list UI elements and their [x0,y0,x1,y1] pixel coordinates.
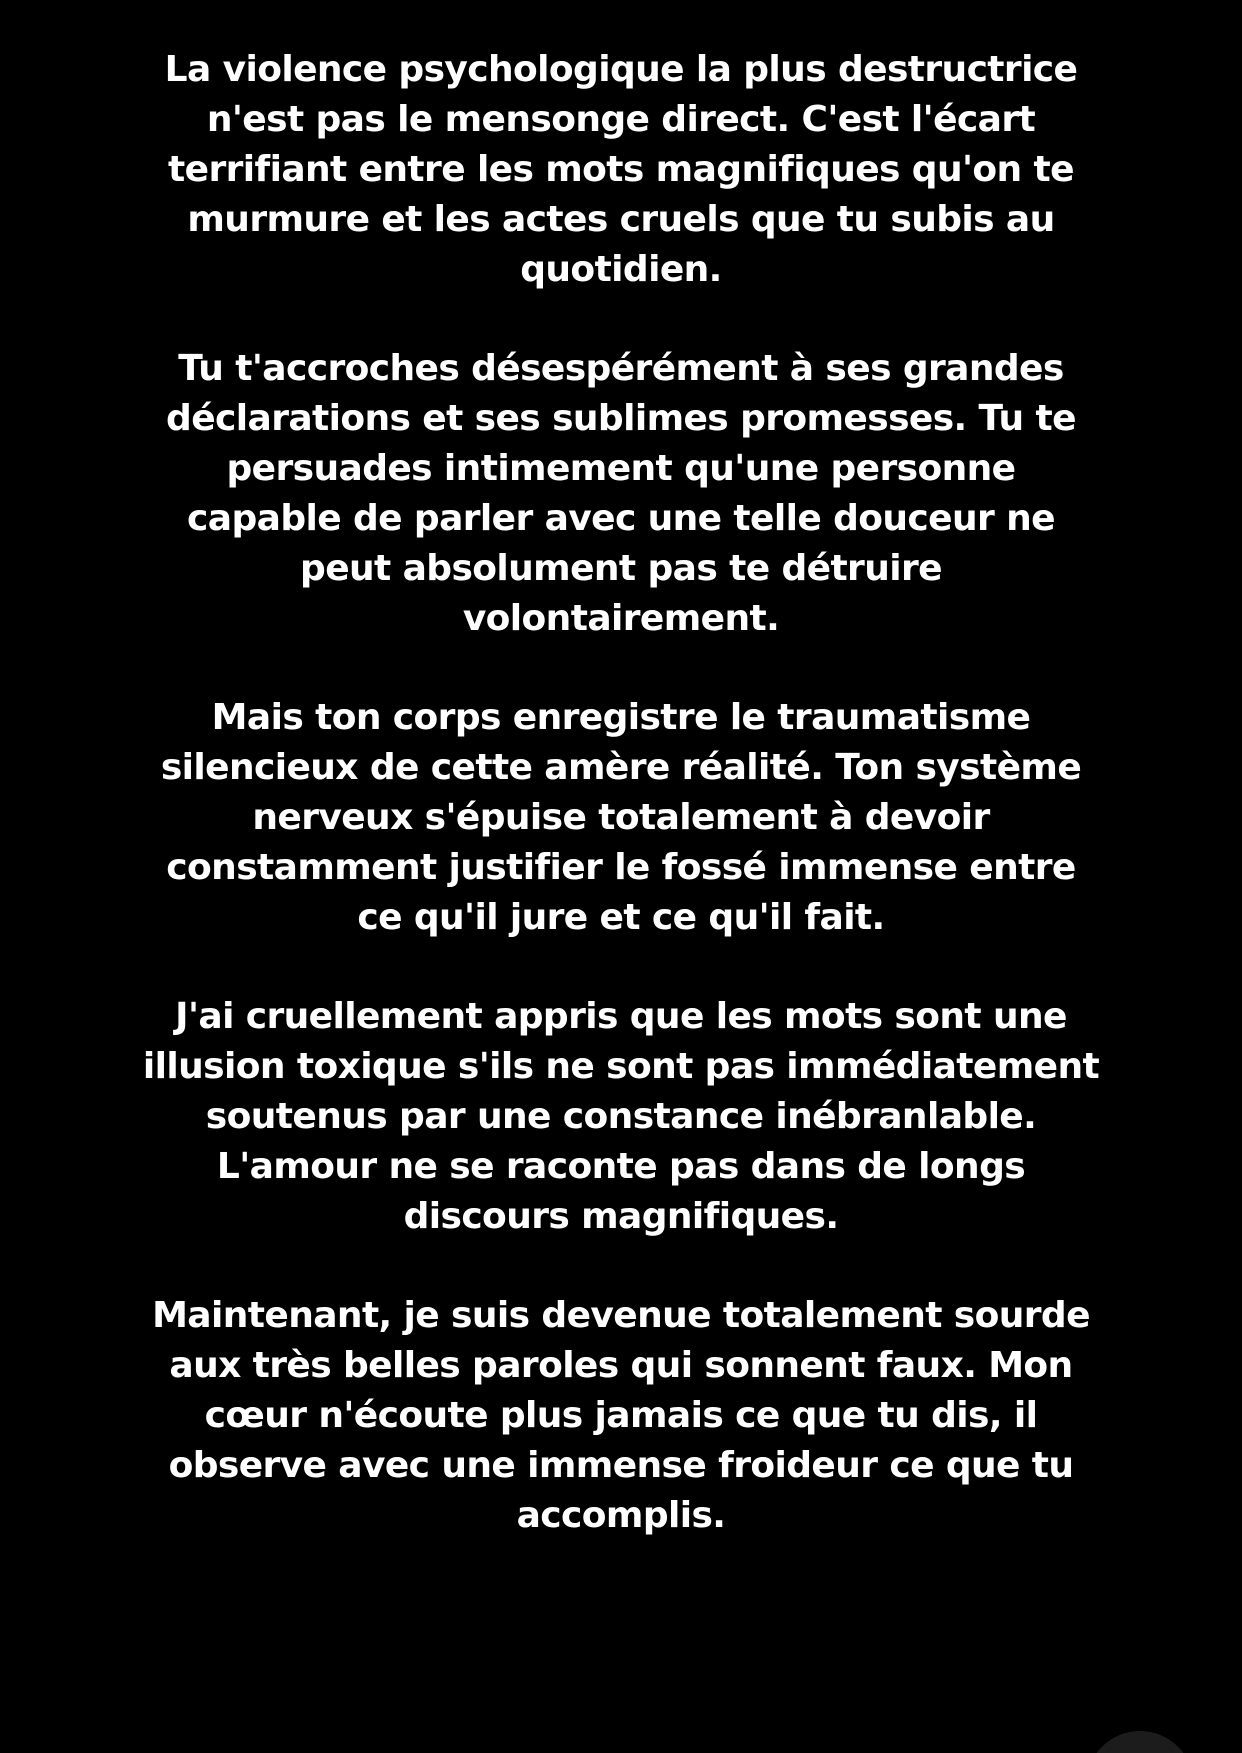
paragraph-2 [141,344,1101,644]
paragraph-3 [141,693,1101,943]
text-line: illusion toxique s'ils ne sont pas immédiatement [142,1046,1100,1087]
text-line: murmure et les actes cruels que tu subis au [187,199,1055,240]
corner-overlay-shape [1086,1731,1194,1753]
text-line: La violence psychologique la plus destructrice [164,49,1078,90]
text-line: J'ai cruellement appris que les mots sont une [175,996,1067,1037]
text-line: discours magnifiques. [403,1196,839,1237]
paragraph-4 [141,992,1101,1242]
paragraph-5 [141,1291,1101,1541]
text-line: aux très belles paroles qui sonnent faux. Mon [169,1345,1073,1386]
text-line: nerveux s'épuise totalement à devoir [252,797,990,838]
text-line: n'est pas le mensonge direct. C'est l'écart [206,99,1036,140]
text-line: observe avec une immense froideur ce que tu [168,1445,1074,1486]
text-line: déclarations et ses sublimes promesses. Tu te [166,398,1076,439]
text-line: silencieux de cette amère réalité. Ton système [160,747,1082,788]
text-line: L'amour ne se raconte pas dans de longs [216,1146,1026,1187]
paragraph-1 [141,45,1101,295]
text-line: ce qu'il jure et ce qu'il fait. [357,897,885,938]
text-line: Tu t'accroches désespérément à ses grandes [178,348,1064,389]
text-line: Maintenant, je suis devenue totalement sourde [152,1295,1090,1336]
text-line: accomplis. [516,1495,726,1536]
text-line: cœur n'écoute plus jamais ce que tu dis, il [204,1395,1038,1436]
text-line: peut absolument pas te détruire [300,548,942,589]
text-line: terrifiant entre les mots magnifiques qu'on te [168,149,1074,190]
text-line: quotidien. [520,249,722,290]
story-text [141,45,1101,1541]
text-line: persuades intimement qu'une personne [226,448,1016,489]
text-line: Mais ton corps enregistre le traumatisme [211,697,1031,738]
text-line: constamment justifier le fossé immense entre [166,847,1076,888]
text-line: soutenus par une constance inébranlable. [205,1096,1037,1137]
text-line: capable de parler avec une telle douceur ne [187,498,1055,539]
text-line: volontairement. [462,598,780,639]
